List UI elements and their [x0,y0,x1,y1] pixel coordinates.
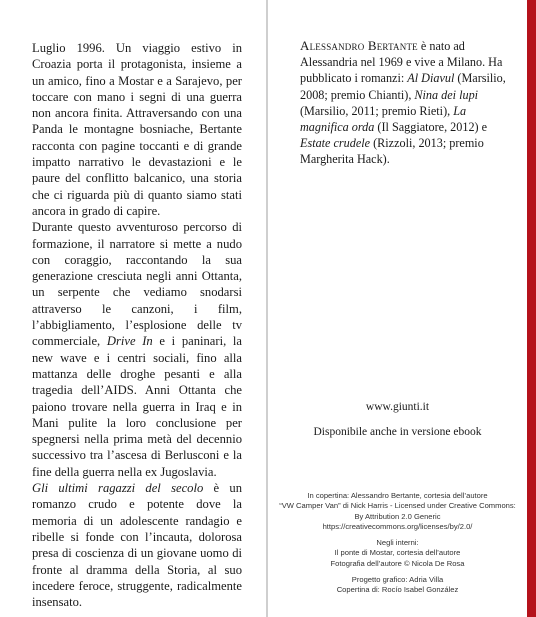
credit-line: https://creativecommons.org/licenses/by/2.0/ [322,522,473,532]
cover-credits [268,491,527,533]
credit-line: Fotografia dell’autore © Nicola De Rosa [330,558,465,568]
bio-book-title: Estate crudele [300,136,371,151]
synopsis-italic-title: Drive In [106,334,153,349]
author-name: Alessandro Bertante [300,38,418,53]
bio-text: è nato ad Alessandria nel 1969 e vive a Milano. Ha pubblicato i romanzi: [300,39,503,86]
synopsis-paragraph-2 [32,219,242,480]
synopsis-paragraph-3 [32,480,242,610]
bio-text: (Il Saggiatore, 2012) e [374,120,488,135]
bio-book-title: Al Diavul [407,71,455,86]
credit-line: Copertina di: Rocío Isabel González [336,585,459,595]
bio-text: (Marsilio, 2011; premio Rieti), [300,103,454,118]
bio-book-title: Nina dei lupi [414,87,479,102]
synopsis-text: Luglio 1996. Un viaggio estivo in Croazia porta il protagonista, insieme a un amico, fino a Mostar e a Sarajevo, per toccare con mano i segni di una guerra non ancora finita. Attraversando con una Panda le montagne bosniache, Bertante racconta con pagine toccanti e di grande impatto narrativo le devastazioni e le paure del conflitto balcanico, una storia che ci riguarda più di quanto siamo stati ancora in grado di capire. [32,41,242,218]
credit-line: By Attribution 2.0 Generic [354,511,441,521]
publisher-website: www.giunti.it [365,401,430,413]
synopsis-text: e i paninari, la new wave e i centri sociali, fino alla mattanza delle droghe pesanti e alla tragedia dell’AIDS. Anni Ottanta che paiono trovare nella guerra in Iraq e in Mani pulite la loro conclusione per spegnersi nella prima metà del decennio successivo tra l’ascesa di Berlusconi e la fine della guerra nella ex Jugoslavia. [32,334,242,479]
spine-accent-strip [527,0,536,617]
book-synopsis [32,40,242,610]
bio-book-title: La magnifica orda [300,103,467,135]
credit-line: Il ponte di Mostar, cortesia dell’autore [334,548,461,558]
design-credits [268,575,527,596]
ebook-note: Disponibile anche in versione ebook [313,426,482,438]
bio-text: (Marsilio, 2008; premio Chianti), [300,71,506,102]
credit-line: In copertina: Alessandro Bertante, cortesia dell’autore [307,491,488,500]
credit-line: “VW Camper Van” di Nick Harris - Licensed under Creative Commons: [279,501,516,511]
synopsis-text: Durante questo avventuroso percorso di formazione, il narratore si mette a nudo con coraggio, raccontando la sua generazione cresciuta negli anni Ottanta, un serpente che vediamo snodarsi attraverso le canzoni, i film, l’abbigliamento, l’esplosione delle tv commerciale, [32,220,242,349]
credit-line: Negli interni: [376,538,419,547]
interior-credits [268,538,527,569]
credit-line: Progetto grafico: Adria Villa [351,575,444,584]
synopsis-book-title: Gli ultimi ragazzi del secolo [32,481,204,496]
synopsis-text: è un romanzo crudo e potente dove la memoria di un adolescente randagio e ribelle si fonde con l’incauta, dolorosa presa di coscienza di un giovane uomo di fronte al dramma della Storia, al suo incedere feroce, struggente, radicalmente insensato. [32,481,242,610]
author-bio [300,38,514,168]
bio-text: (Rizzoli, 2013; premio Margherita Hack). [300,136,484,167]
synopsis-paragraph-1 [32,40,242,219]
